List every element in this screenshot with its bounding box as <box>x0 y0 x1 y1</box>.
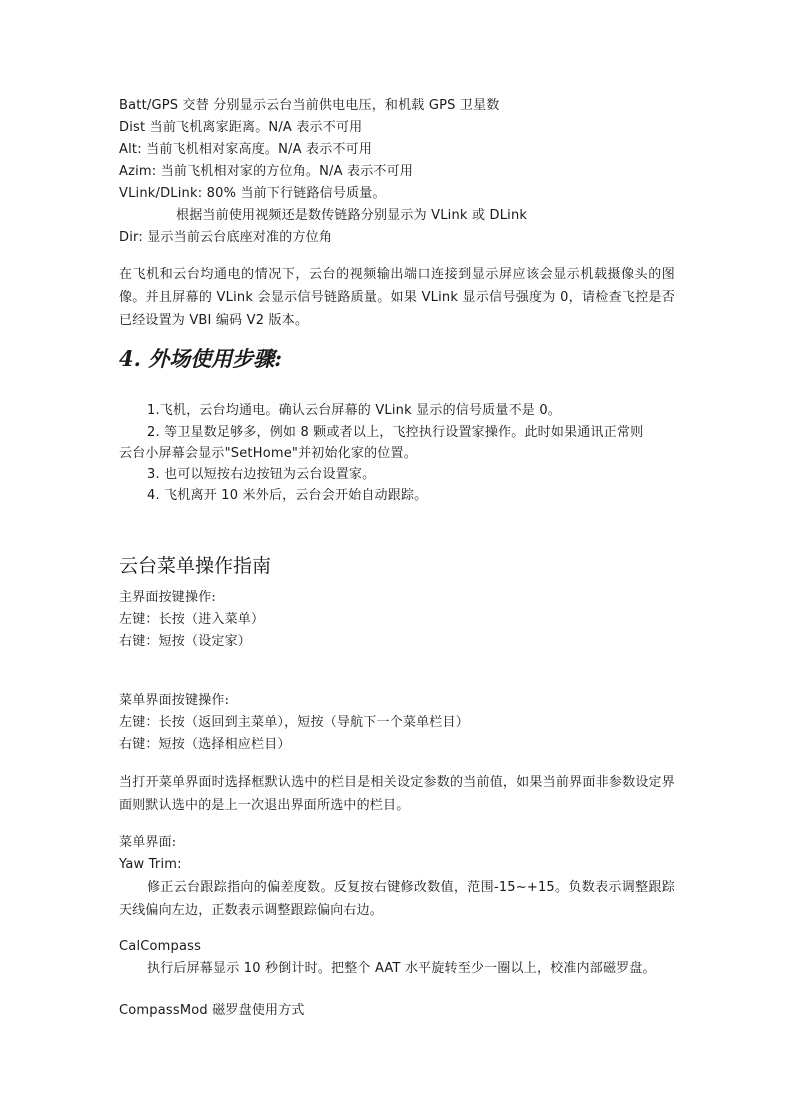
step-2: 2. 等卫星数足够多，例如 8 颗或者以上，飞控执行设置家操作。此时如果通讯正常则 <box>147 425 644 440</box>
menu-screen-title: 菜单界面: <box>119 835 177 850</box>
step-2-cont: 云台小屏幕会显示"SetHome"并初始化家的位置。 <box>119 446 417 461</box>
osd-azim: Azim: 当前飞机相对家的方位角。N/A 表示不可用 <box>119 164 414 179</box>
power-paragraph: 在飞机和云台均通电的情况下，云台的视频输出端口连接到显示屏应该会显示机载摄像头的图像。并且屏幕的 VLink 会显示信号链路质量。如果 VLink 显示信号强度为 0，请检查飞控是否已经设置为 VBI 编码 V2 版本。 <box>119 267 675 328</box>
section4-heading: 4. 外场使用步骤: <box>119 346 282 371</box>
calcompass-title: CalCompass <box>119 939 202 954</box>
default-selection-paragraph: 当打开菜单界面时选择框默认选中的栏目是相关设定参数的当前值，如果当前界面非参数设定界面则默认选中的是上一次退出界面所选中的栏目。 <box>119 775 675 813</box>
osd-vlink: VLink/DLink: 80% 当前下行链路信号质量。 <box>119 186 386 201</box>
menu-right-key: 右键：短按（选择相应栏目） <box>119 737 291 752</box>
osd-dir: Dir: 显示当前云台底座对准的方位角 <box>119 230 333 245</box>
osd-dist: Dist 当前飞机离家距离。N/A 表示不可用 <box>119 120 363 135</box>
calcompass-desc: 执行后屏幕显示 10 秒倒计时。把整个 AAT 水平旋转至少一圈以上，校准内部磁罗盘。 <box>147 961 656 976</box>
step-1: 1.飞机，云台均通电。确认云台屏幕的 VLink 显示的信号质量不是 0。 <box>147 403 561 418</box>
yaw-trim-title: Yaw Trim: <box>119 857 182 872</box>
step-4: 4. 飞机离开 10 米外后，云台会开始自动跟踪。 <box>147 488 428 503</box>
compassmod-title: CompassMod 磁罗盘使用方式 <box>119 1003 305 1018</box>
menu-guide-heading: 云台菜单操作指南 <box>119 555 272 577</box>
step-3: 3. 也可以短按右边按钮为云台设置家。 <box>147 467 376 482</box>
menu-buttons-title: 菜单界面按键操作: <box>119 693 230 708</box>
osd-vlink-note: 根据当前使用视频还是数传链路分别显示为 VLink 或 DLink <box>176 208 528 223</box>
menu-left-key: 左键：长按（返回到主菜单），短按（导航下一个菜单栏目） <box>119 715 469 730</box>
osd-batt-gps: Batt/GPS 交替 分别显示云台当前供电电压，和机载 GPS 卫星数 <box>119 98 500 113</box>
osd-alt: Alt: 当前飞机相对家高度。N/A 表示不可用 <box>119 142 373 157</box>
main-left-key: 左键：长按（进入菜单） <box>119 612 265 627</box>
yaw-trim-desc: 修正云台跟踪指向的偏差度数。反复按右键修改数值，范围-15~+15。负数表示调整跟踪天线偏向左边，正数表示调整跟踪偏向右边。 <box>119 880 675 918</box>
main-right-key: 右键：短按（设定家） <box>119 634 252 649</box>
main-buttons-title: 主界面按键操作: <box>119 590 216 605</box>
